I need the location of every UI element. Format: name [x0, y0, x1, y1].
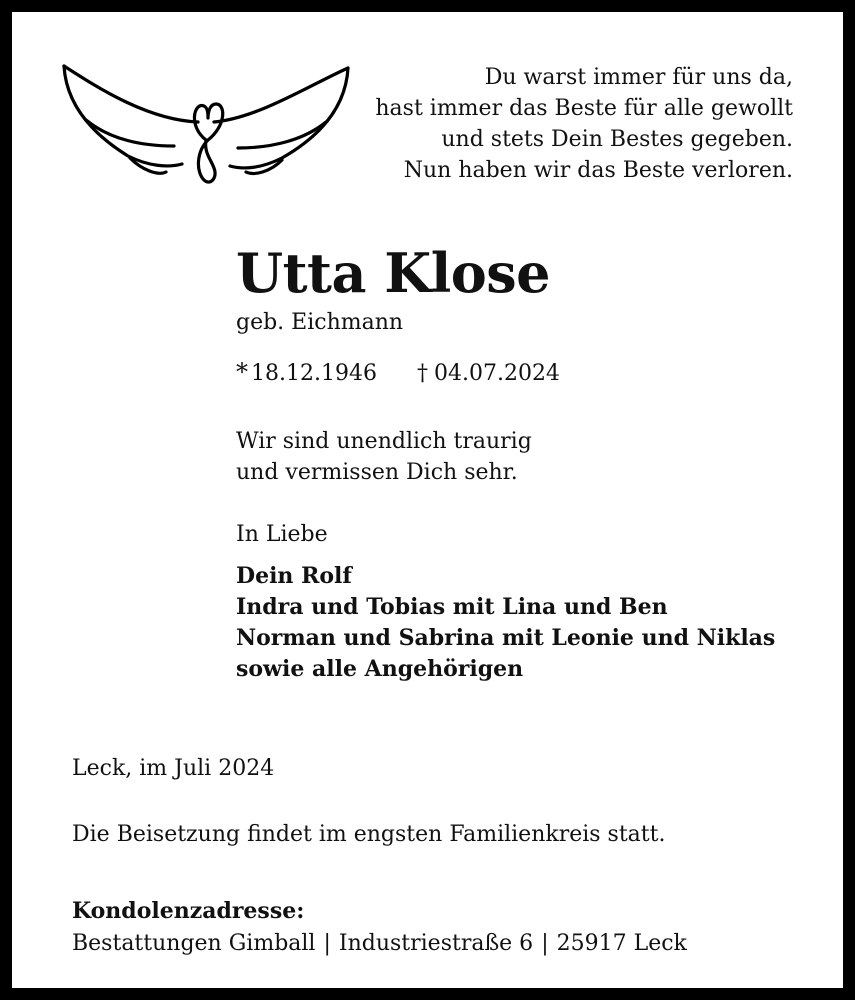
verse-line: Nun haben wir das Beste verloren. — [403, 158, 793, 183]
family-signatures — [236, 561, 775, 685]
closing-phrase: In Liebe — [236, 522, 328, 547]
death-date: 04.07.2024 — [433, 361, 560, 386]
family-line: sowie alle Angehörigen — [236, 656, 524, 682]
death-symbol: † — [416, 361, 428, 386]
mourning-message — [236, 426, 532, 488]
address-separator: | — [541, 931, 549, 956]
place-date: Leck, im Juli 2024 — [72, 756, 275, 781]
funeral-note: Die Beisetzung findet im engsten Familienkreis statt. — [72, 822, 666, 847]
birth-name: geb. Eichmann — [236, 310, 404, 335]
family-line: Dein Rolf — [236, 563, 352, 589]
address-separator: | — [323, 931, 331, 956]
verse — [333, 62, 793, 186]
condolence-title: Kondolenzadresse: — [72, 898, 305, 924]
condolence-company: Bestattungen Gimball — [72, 931, 316, 956]
family-line: Norman und Sabrina mit Leonie und Niklas — [236, 625, 776, 651]
condolence-street: Industriestraße 6 — [338, 931, 534, 956]
verse-line: und stets Dein Bestes gegeben. — [441, 127, 793, 152]
life-dates — [236, 356, 560, 390]
message-line: Wir sind unendlich traurig — [236, 429, 532, 454]
verse-line: hast immer das Beste für alle gewollt — [375, 96, 793, 121]
birth-symbol: * — [236, 358, 248, 386]
birth-date: 18.12.1946 — [251, 361, 377, 386]
winged-heart-icon — [58, 60, 354, 190]
deceased-name: Utta Klose — [236, 241, 550, 305]
family-line: Indra und Tobias mit Lina und Ben — [236, 594, 668, 620]
verse-line: Du warst immer für uns da, — [484, 65, 793, 90]
condolence-address — [72, 928, 687, 959]
condolence-city: 25917 Leck — [556, 931, 687, 956]
message-line: und vermissen Dich sehr. — [236, 460, 518, 485]
